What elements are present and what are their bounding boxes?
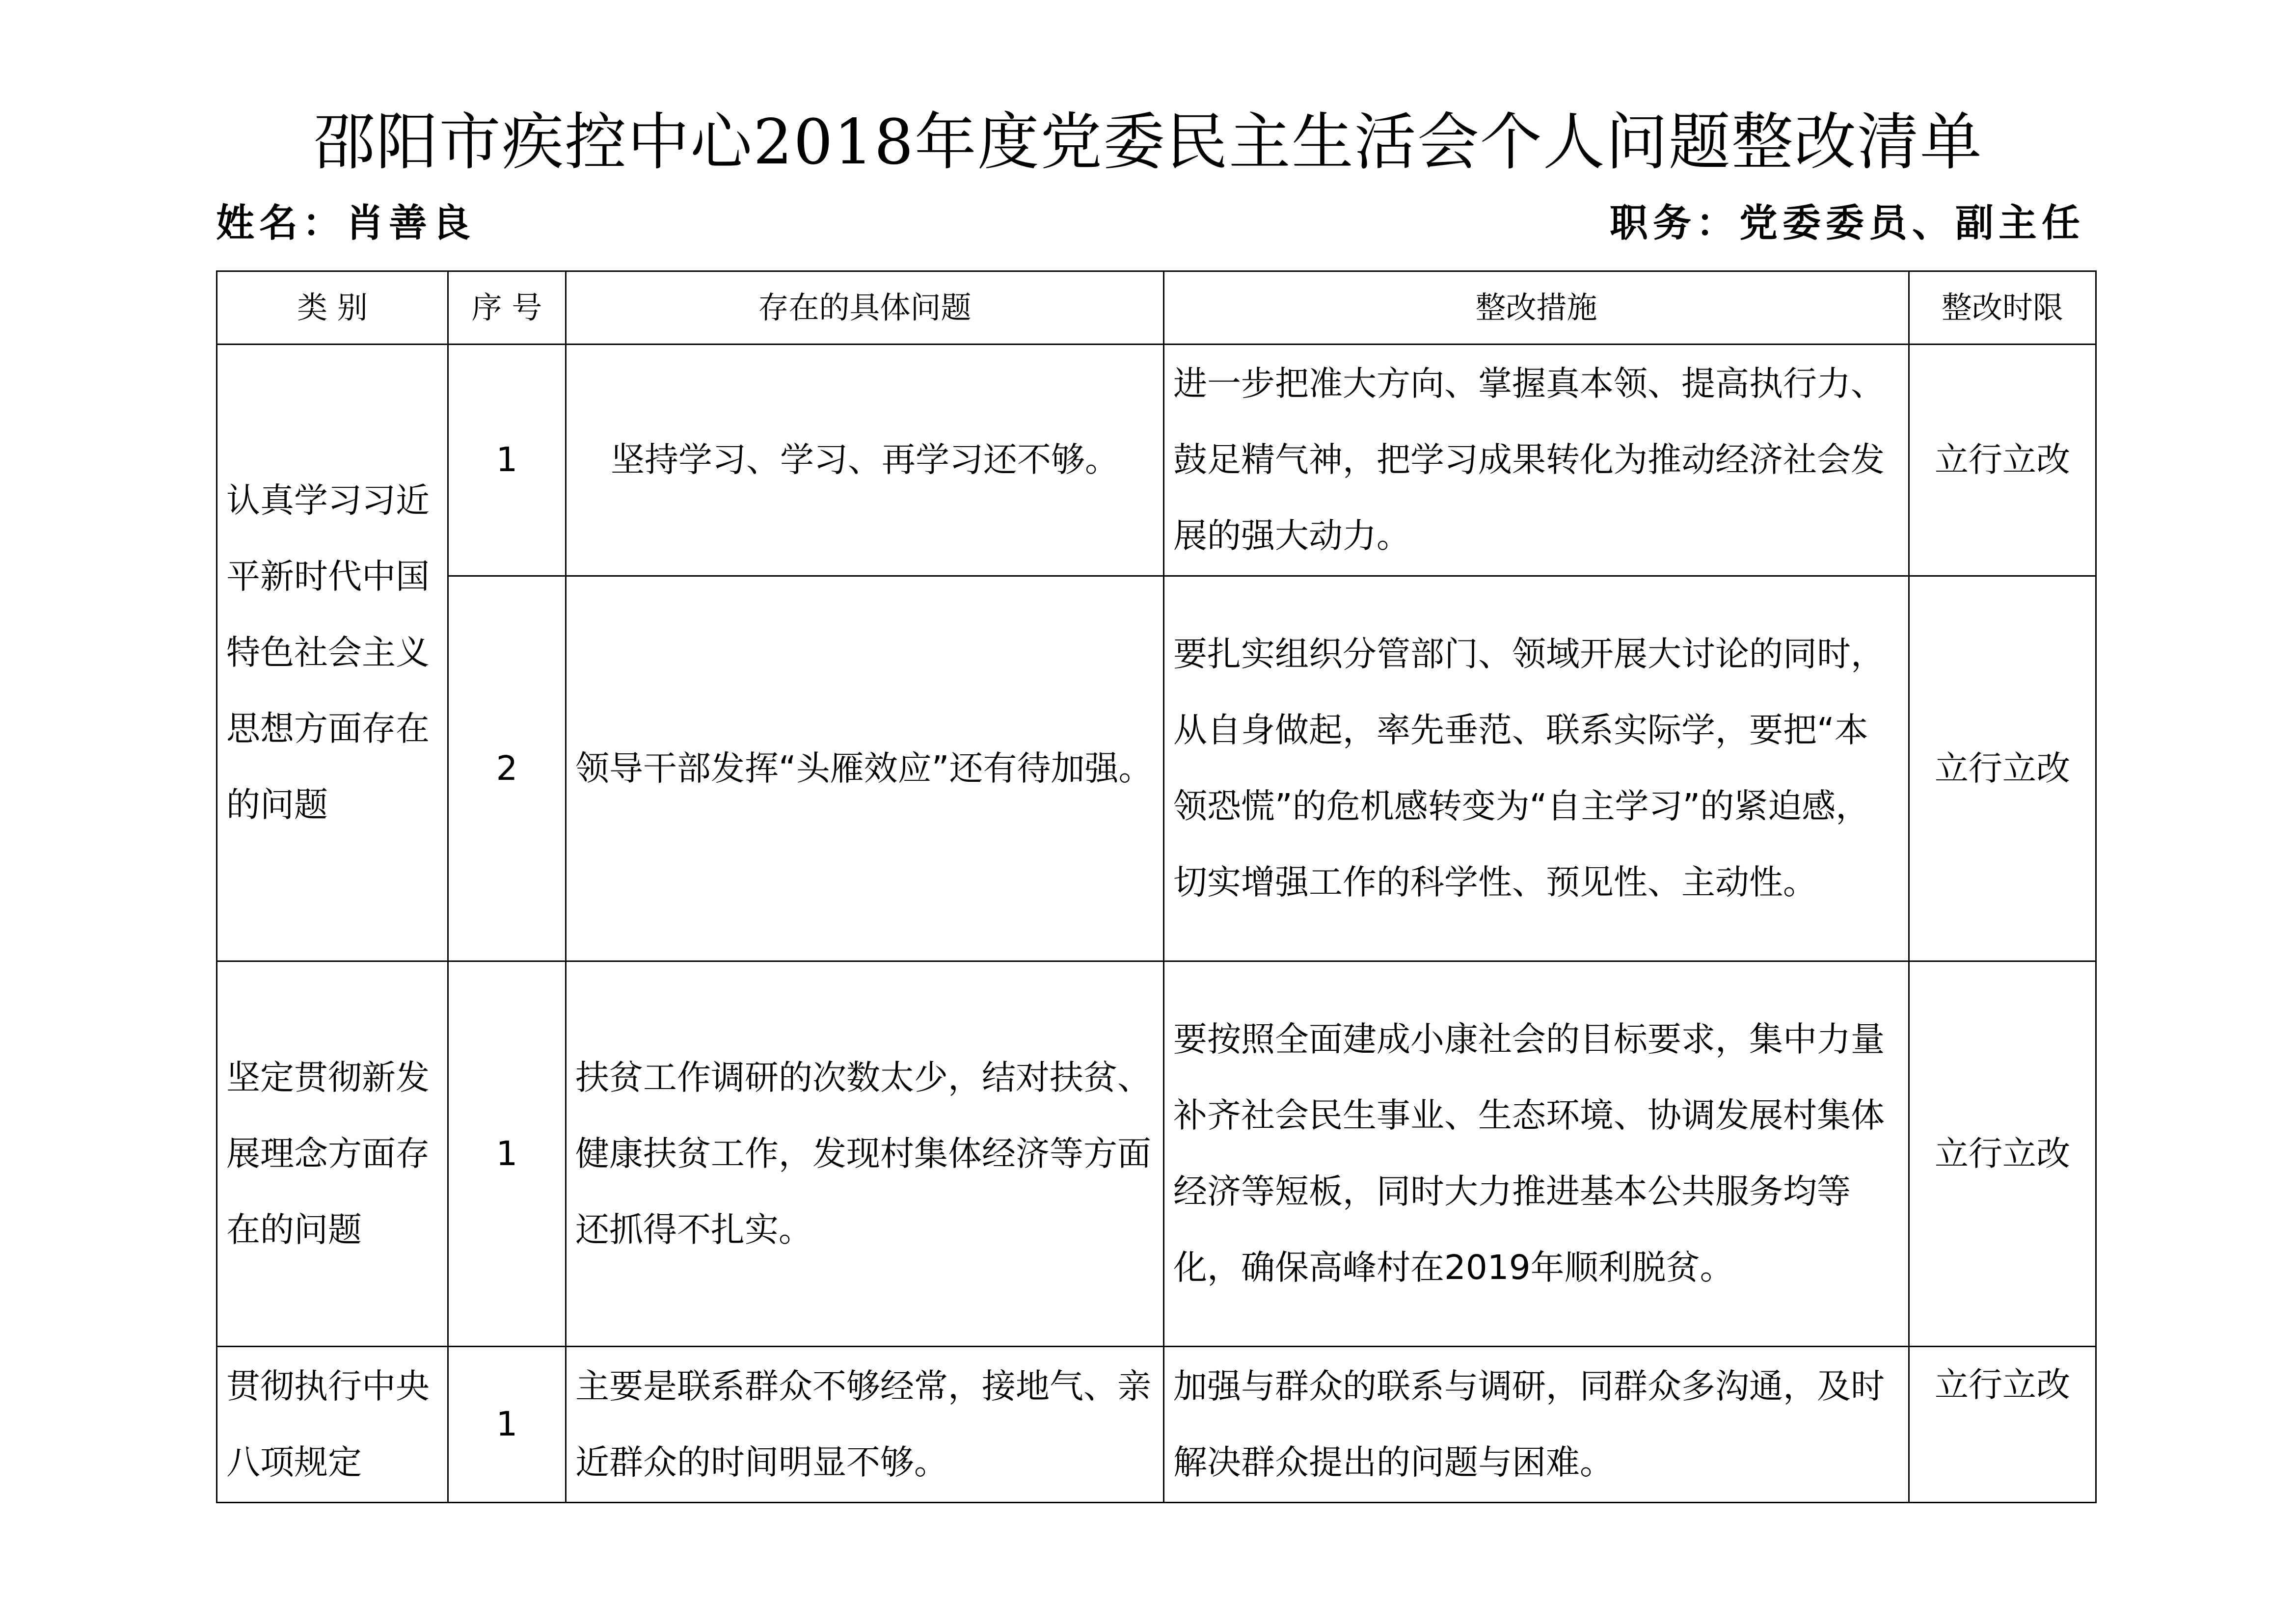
header-deadline: 整改时限: [1909, 271, 2096, 345]
number-cell: 1: [448, 961, 566, 1347]
position-label: 职务：党委委员、副主任: [1609, 201, 2085, 245]
deadline-cell: 立行立改: [1909, 961, 2096, 1347]
table-row: [217, 1347, 2096, 1503]
deadline-cell: 立行立改: [1909, 1347, 2096, 1503]
issue-cell: 扶贫工作调研的次数太少，结对扶贫、健康扶贫工作，发现村集体经济等方面还抓得不扎实。: [566, 961, 1164, 1347]
header-number: 序 号: [448, 271, 566, 345]
measure-cell: 加强与群众的联系与调研，同群众多沟通，及时解决群众提出的问题与困难。: [1164, 1347, 1909, 1503]
deadline-cell: 立行立改: [1909, 576, 2096, 961]
header-issue: 存在的具体问题: [566, 271, 1164, 345]
number-cell: 1: [448, 345, 566, 576]
category-cell: 坚定贯彻新发展理念方面存在的问题: [217, 961, 448, 1347]
table-row: [217, 576, 2096, 961]
measure-cell: 要扎实组织分管部门、领域开展大讨论的同时，从自身做起，率先垂范、联系实际学，要把“本领恐慌”的危机感转变为“自主学习”的紧迫感，切实增强工作的科学性、预见性、主动性。: [1164, 576, 1909, 961]
header-measure: 整改措施: [1164, 271, 1909, 345]
number-cell: 2: [448, 576, 566, 961]
measure-cell: 进一步把准大方向、掌握真本领、提高执行力、鼓足精气神，把学习成果转化为推动经济社会发展的强大动力。: [1164, 345, 1909, 576]
issue-cell: 领导干部发挥“头雁效应”还有待加强。: [566, 576, 1164, 961]
deadline-cell: 立行立改: [1909, 345, 2096, 576]
table-header-row: [217, 271, 2096, 345]
measure-cell: 要按照全面建成小康社会的目标要求，集中力量补齐社会民生事业、生态环境、协调发展村集体经济等短板，同时大力推进基本公共服务均等化，确保高峰村在2019年顺利脱贫。: [1164, 961, 1909, 1347]
header-category: 类 别: [217, 271, 448, 345]
table-row: [217, 961, 2096, 1347]
issue-cell: 坚持学习、学习、再学习还不够。: [566, 345, 1164, 576]
issue-cell: 主要是联系群众不够经常，接地气、亲近群众的时间明显不够。: [566, 1347, 1164, 1503]
number-cell: 1: [448, 1347, 566, 1503]
name-label: 姓名：肖善良: [216, 201, 476, 245]
table-row: [217, 345, 2096, 576]
page-title: 邵阳市疾控中心2018年度党委民主生活会个人问题整改清单: [313, 106, 1983, 178]
rectification-table: [216, 270, 2097, 1503]
category-cell: 贯彻执行中央八项规定: [217, 1347, 448, 1503]
category-cell: 认真学习习近平新时代中国特色社会主义思想方面存在的问题: [217, 345, 448, 961]
